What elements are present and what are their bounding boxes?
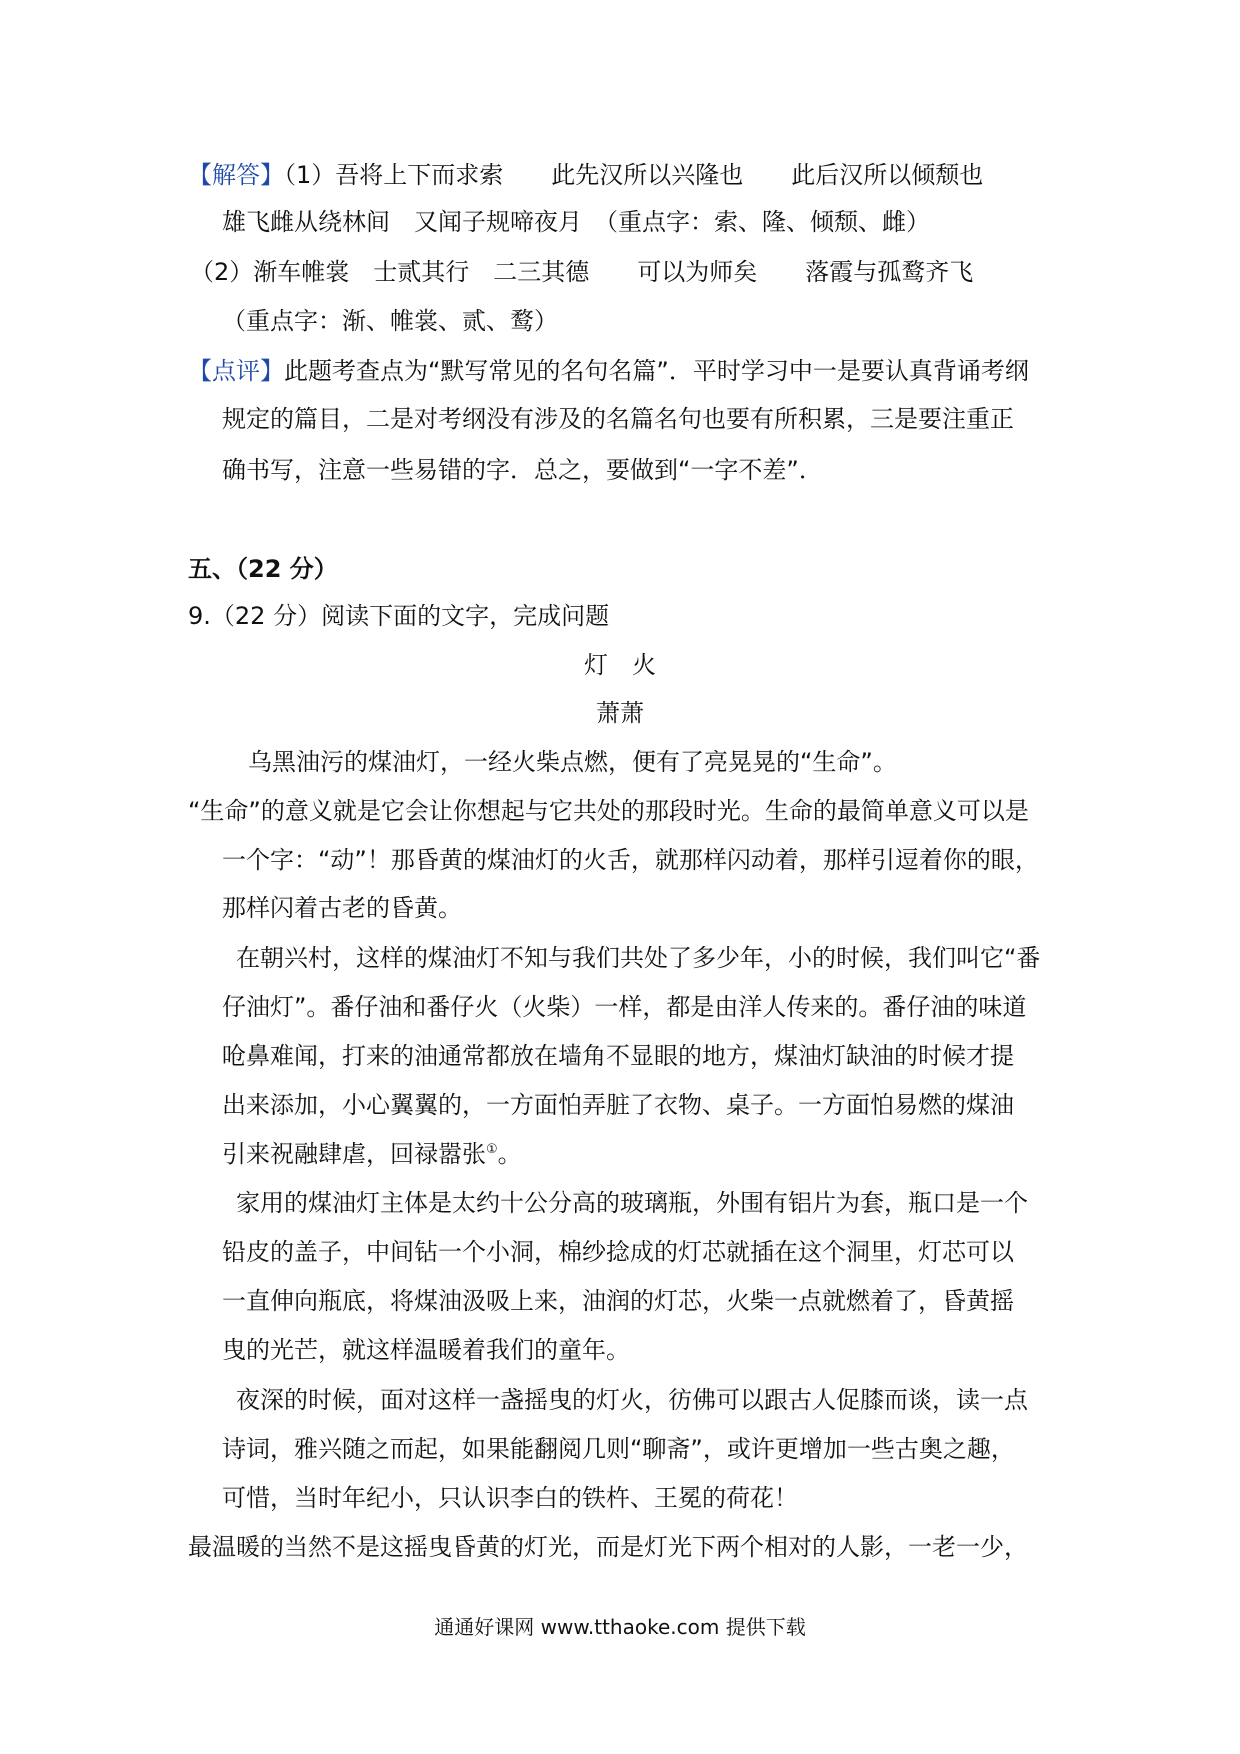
article-line: “生命”的意义就是它会让你想起与它共处的那段时光。生命的最简单意义可以是 bbox=[188, 797, 1029, 825]
comment-tag: 【点评】 bbox=[188, 357, 284, 385]
article-line: 一直伸向瓶底，将煤油汲吸上来，油润的灯芯，火柴一点就燃着了，昏黄摇 bbox=[222, 1287, 1014, 1315]
answer-text: （1）吾将上下而求索 此先汉所以兴隆也 此后汉所以倾颓也 bbox=[284, 161, 984, 189]
article-line: 铅皮的盖子，中间钻一个小洞，棉纱捻成的灯芯就插在这个洞里，灯芯可以 bbox=[222, 1238, 1014, 1266]
article-line: 在朝兴村，这样的煤油灯不知与我们共处了多少年，小的时候，我们叫它“番 bbox=[236, 944, 1041, 972]
article-line: 那样闪着古老的昏黄。 bbox=[222, 894, 462, 922]
article-line: 一个字：“动”！那昏黄的煤油灯的火舌，就那样闪动着，那样引逗着你的眼， bbox=[222, 846, 1039, 874]
article-line bbox=[222, 1139, 522, 1169]
answer-line-3: （2）渐车帷裳 士贰其行 二三其德 可以为师矣 落霞与孤鹜齐飞 bbox=[190, 258, 974, 286]
article-line-end: 。 bbox=[497, 1140, 522, 1168]
comment-line-1 bbox=[188, 356, 1029, 386]
comment-text: 此题考查点为“默写常见的名句名篇”．平时学习中一是要认真背诵考纲 bbox=[284, 357, 1029, 385]
article-title: 灯 火 bbox=[584, 651, 656, 679]
article-line: 呛鼻难闻，打来的油通常都放在墙角不显眼的地方，煤油灯缺油的时候才提 bbox=[222, 1042, 1014, 1070]
footnote-marker: ① bbox=[486, 1142, 498, 1157]
article-line: 可惜，当时年纪小，只认识李白的铁杵、王冕的荷花！ bbox=[222, 1484, 798, 1512]
article-author: 萧萧 bbox=[596, 699, 644, 727]
page-footer: 通通好课网 www.tthaoke.com 提供下载 bbox=[434, 1615, 806, 1639]
article-line: 曳的光芒，就这样温暖着我们的童年。 bbox=[222, 1336, 630, 1364]
article-line: 出来添加，小心翼翼的，一方面怕弄脏了衣物、桌子。一方面怕易燃的煤油 bbox=[222, 1091, 1014, 1119]
section-heading: 五、（22 分） bbox=[188, 555, 338, 583]
comment-line-3: 确书写，注意一些易错的字．总之，要做到“一字不差”． bbox=[222, 456, 823, 484]
article-line: 家用的煤油灯主体是太约十公分高的玻璃瓶，外围有铝片为套，瓶口是一个 bbox=[236, 1189, 1028, 1217]
question-prompt: 9.（22 分）阅读下面的文字，完成问题 bbox=[188, 602, 610, 630]
article-line: 仔油灯”。番仔油和番仔火（火柴）一样，都是由洋人传来的。番仔油的味道 bbox=[222, 993, 1027, 1021]
article-line: 夜深的时候，面对这样一盏摇曳的灯火，彷佛可以跟古人促膝而谈，读一点 bbox=[236, 1386, 1028, 1414]
answer-line-2: 雄飞雌从绕林间 又闻子规啼夜月 （重点字：索、隆、倾颓、雌） bbox=[222, 208, 930, 236]
comment-line-2: 规定的篇目，二是对考纲没有涉及的名篇名句也要有所积累，三是要注重正 bbox=[222, 405, 1014, 433]
answer-tag: 【解答】 bbox=[188, 161, 284, 189]
article-line-text: 引来祝融肆虐，回禄嚣张 bbox=[222, 1140, 486, 1168]
answer-line-4: （重点字：渐、帷裳、贰、鹜） bbox=[222, 307, 558, 335]
article-line: 最温暖的当然不是这摇曳昏黄的灯光，而是灯光下两个相对的人影，一老一少， bbox=[188, 1533, 1028, 1561]
answer-line-1 bbox=[188, 160, 983, 190]
article-line: 乌黑油污的煤油灯，一经火柴点燃，便有了亮晃晃的“生命”。 bbox=[248, 748, 897, 776]
article-line: 诗词，雅兴随之而起，如果能翻阅几则“聊斋”，或许更增加一些古奥之趣， bbox=[222, 1435, 1015, 1463]
